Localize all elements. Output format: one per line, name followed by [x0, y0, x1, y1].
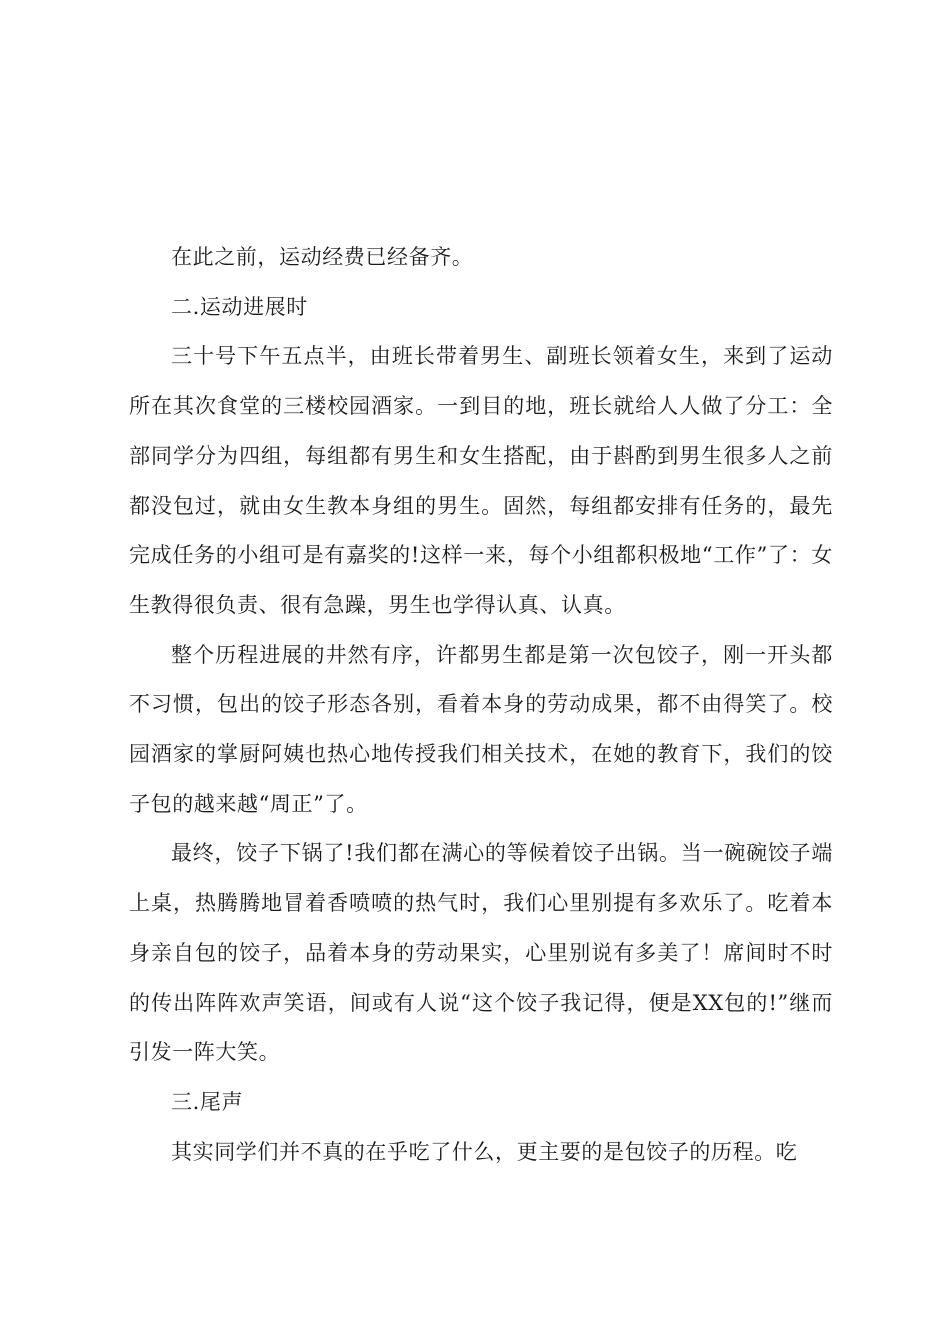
document-body: [129, 233, 833, 1177]
paragraph-process: 整个历程进展的井然有序，许都男生都是第一次包饺子，刚一开头都不习惯，包出的饺子形态各别，看着本身的劳动成果，都不由得笑了。校园酒家的掌厨阿姨也热心地传授我们相关技术，在她的教育下，我们的饺子包的越来越“周正”了。: [129, 642, 833, 816]
paragraph-eating: 最终，饺子下锅了!我们都在满心的等候着饺子出锅。当一碗碗饺子端上桌，热腾腾地冒着香喷喷的热气时，我们心里别提有多欢乐了。吃着本身亲自包的饺子，品着本身的劳动果实，心里别说有多美了！席间时不时的传出阵阵欢声笑语，间或有人说“这个饺子我记得，便是XX包的!”继而引发一阵大笑。: [129, 841, 833, 1065]
paragraph-conclusion: 其实同学们并不真的在乎吃了什么，更主要的是包饺子的历程。吃: [171, 1139, 798, 1164]
paragraph-funding: 在此之前，运动经费已经备齐。: [171, 245, 474, 269]
section-heading-ending: 三.尾声: [171, 1089, 244, 1114]
paragraph-arrival: 三十号下午五点半，由班长带着男生、副班长领着女生，来到了运动所在其次食堂的三楼校园酒家。一到目的地，班长就给人人做了分工：全部同学分为四组，每组都有男生和女生搭配，由于斟酌到男生很多人之前都没包过，就由女生教本身组的男生。固然，每组都安排有任务的，最先完成任务的小组可是有嘉奖的!这样一来，每个小组都积极地“工作”了：女生教得很负责、很有急躁，男生也学得认真、认真。: [129, 344, 833, 617]
section-heading-progress: 二.运动进展时: [171, 294, 308, 319]
